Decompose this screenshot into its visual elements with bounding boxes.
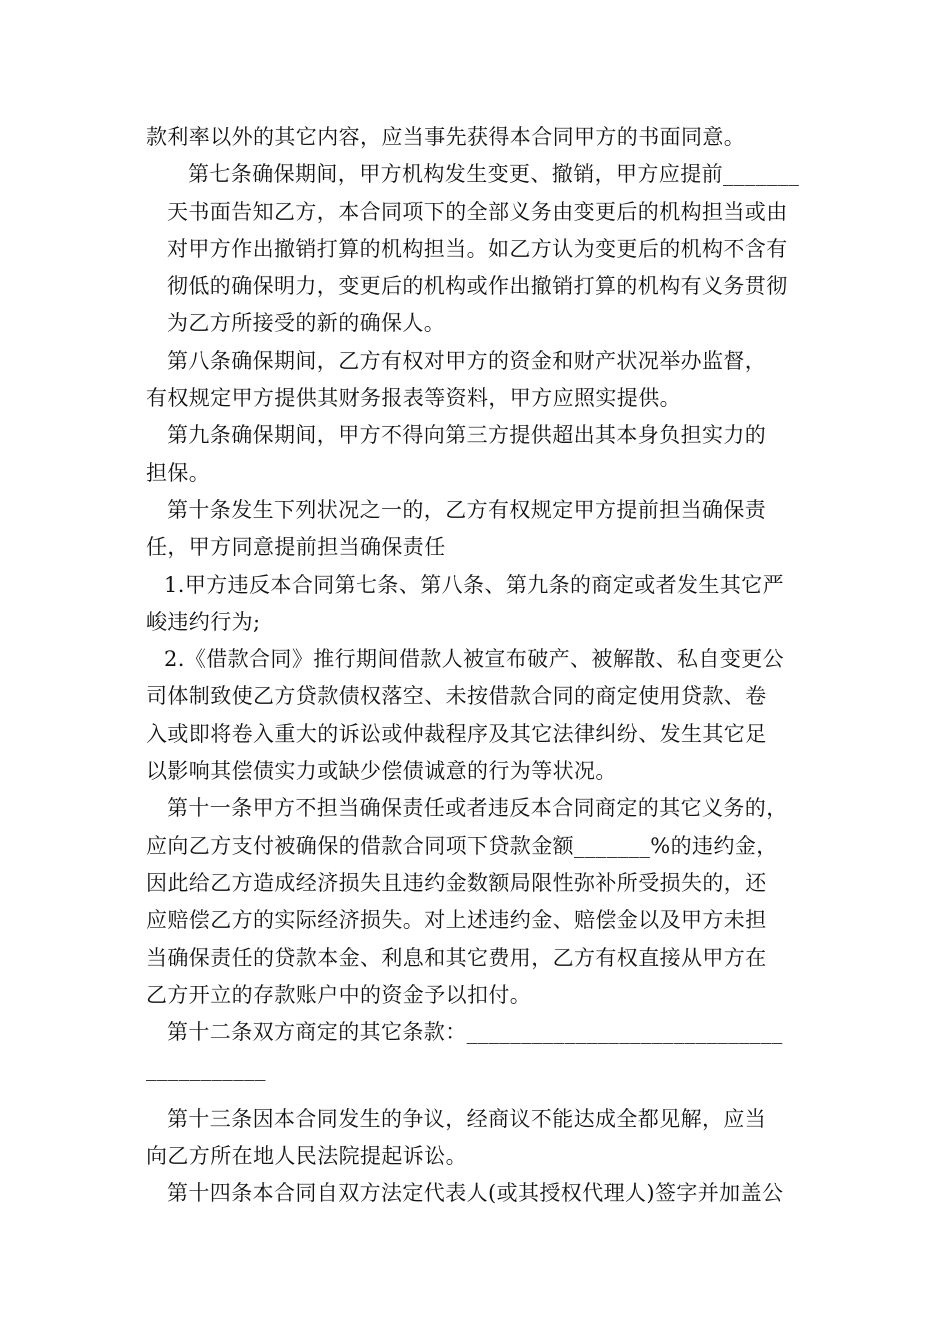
text-line: 第八条确保期间，乙方有权对甲方的资金和财产状况举办监督， [167,348,767,373]
paragraph-continuation [146,119,808,156]
text-line: 乙方开立的存款账户中的资金予以扣付。 [146,982,532,1007]
paragraph-item-2 [146,641,808,790]
text-line: 峻违约行为; [146,609,261,634]
text-line: 因此给乙方造成经济损失且违约金数额局限性弥补所受损失的，还 [146,870,767,895]
paragraph-article-12 [146,1014,808,1089]
text-line: 第九条确保期间，甲方不得向第三方提供超出其本身负担实力的 [167,423,767,448]
text-line: 有权规定甲方提供其财务报表等资料，甲方应照实提供。 [146,386,681,411]
text-line: 应向乙方支付被确保的借款合同项下贷款金额_______%的违约金， [146,833,778,858]
text-line: 应赔偿乙方的实际经济损失。对上述违约金、赔偿金以及甲方未担 [146,908,767,933]
text-line: 第十三条因本合同发生的争议，经商议不能达成全都见解，应当 [167,1106,767,1131]
text-line: 向乙方所在地人民法院提起诉讼。 [146,1144,467,1169]
text-line: 2.《借款合同》推行期间借款人被宣布破产、被解散、私自变更公 [164,647,785,672]
text-line: 担保。 [146,460,211,485]
text-line: ___________ [146,1057,266,1082]
text-line: 为乙方所接受的新的确保人。 [167,311,446,336]
text-line: 天书面告知乙方，本合同项下的全部义务由变更后的机构担当或由 [167,199,788,224]
text-line: 款利率以外的其它内容，应当事先获得本合同甲方的书面同意。 [146,125,746,149]
paragraph-article-10 [146,492,808,567]
paragraph-article-9 [146,417,808,492]
paragraph-article-14 [146,1175,808,1212]
text-line: 1.甲方违反本合同第七条、第八条、第九条的商定或者发生其它严 [164,572,785,597]
paragraph-article-13 [146,1101,808,1176]
text-line: 第十二条双方商定的其它条款：_____________________________ [167,1020,783,1045]
text-line: 第七条确保期间，甲方机构发生变更、撤销，甲方应提前_______ [188,162,800,187]
document-page [146,119,808,1213]
text-line: 第十一条甲方不担当确保责任或者违反本合同商定的其它义务的， [167,796,788,821]
text-line: 以影响其偿债实力或缺少偿债诚意的行为等状况。 [146,759,617,784]
text-line: 当确保责任的贷款本金、利息和其它费用，乙方有权直接从甲方在 [146,945,767,970]
text-line: 司体制致使乙方贷款债权落空、未按借款合同的商定使用贷款、卷 [146,684,767,709]
paragraph-article-8 [146,343,808,418]
text-line: 彻低的确保明力，变更后的机构或作出撤销打算的机构有义务贯彻 [167,274,788,299]
text-line: 入或即将卷入重大的诉讼或仲裁程序及其它法律纠纷、发生其它足 [146,721,767,746]
text-line: 任，甲方同意提前担当确保责任 [146,535,446,560]
paragraph-article-7 [146,156,808,342]
text-line: 第十四条本合同自双方法定代表人(或其授权代理人)签字并加盖公 [167,1181,784,1206]
paragraph-article-11 [146,790,808,1014]
text-line: 第十条发生下列状况之一的，乙方有权规定甲方提前担当确保责 [167,497,767,522]
text-line: 对甲方作出撤销打算的机构担当。如乙方认为变更后的机构不含有 [167,236,788,261]
paragraph-item-1 [146,567,808,642]
